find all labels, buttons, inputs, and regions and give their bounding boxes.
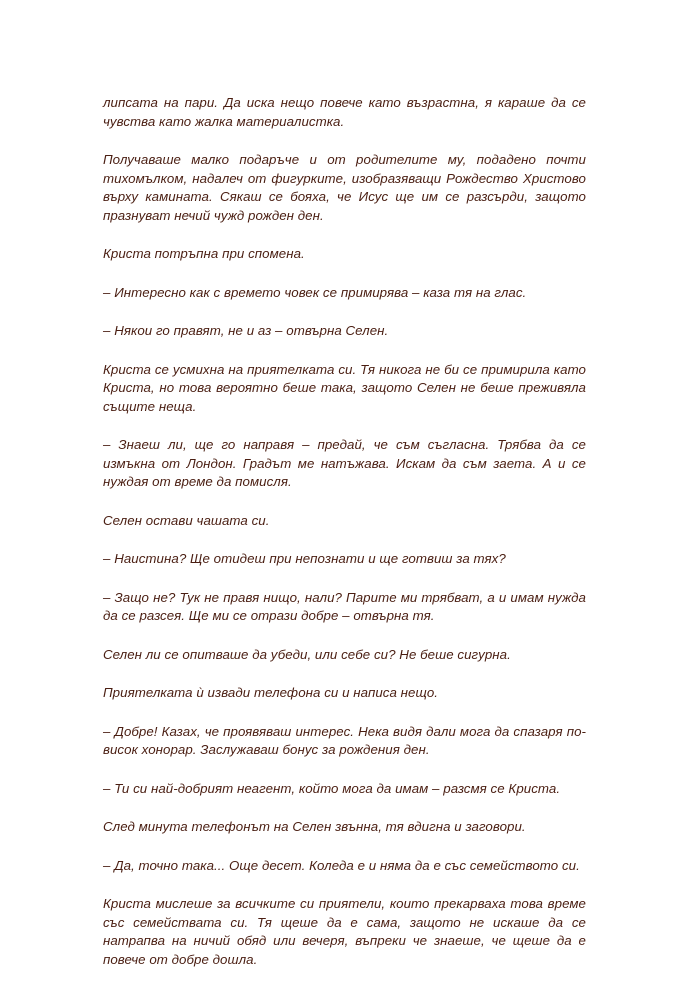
- paragraph: Получаваше малко подаръче и от родителите му, подадено почти тихомълком, надалеч от фигурките, изобразяващи Рождество Христово върху камината. Сякаш се бояха, че Исус ще им се разсърди, защото празнуват нечий чужд рожден ден.: [103, 152, 586, 223]
- paragraph: Селен ли се опитваше да убеди, или себе си? Не беше сигурна.: [103, 646, 511, 662]
- paragraph: – Някои го правят, не и аз – отвърна Селен.: [103, 323, 389, 338]
- paragraph: – Интересно как с времето човек се примирява – каза тя на глас.: [103, 284, 527, 300]
- paragraph: Криста мислеше за всичките си приятели, които прекарваха това време със семействата си. Тя щеше да е сама, защото не искаше да се натрапва на ничий обяд или вечеря, въпреки че знаеше, че щеше да е повече от добре дошла.: [103, 896, 586, 967]
- paragraph: – Добре! Казах, че проявяваш интерес. Нека видя дали мога да спазаря по-висок хонорар. Заслужаваш бонус за рождения ден.: [103, 723, 586, 757]
- paragraph: – Знаеш ли, ще го направя – предай, че съм съгласна. Трябва да се измъкна от Лондон. Градът ме натъжава. Искам да съм заета. А и се нуждая от време да помисля.: [103, 437, 586, 489]
- paragraph: – Да, точно така... Още десет. Коледа е и няма да е със семейството си.: [103, 857, 580, 873]
- paragraph: – Защо не? Тук не правя нищо, нали? Парите ми трябват, а и имам нужда да се разсея. Ще ми се отрази добре – отвърна тя.: [103, 589, 586, 623]
- paragraph: – Наистина? Ще отидеш при непознати и ще готвиш за тях?: [103, 551, 506, 566]
- paragraph: Криста потръпна при спомена.: [103, 246, 305, 261]
- paragraph: Селен остави чашата си.: [103, 512, 270, 528]
- paragraph: Криста се усмихна на приятелката си. Тя никога не би се примирила като Криста, но това вероятно беше така, защото Селен не беше преживяла същите неща.: [103, 361, 586, 414]
- paragraph: Приятелката ѝ извади телефона си и написа нещо.: [103, 685, 439, 700]
- body-text: [103, 94, 586, 989]
- paragraph: След минута телефонът на Селен звънна, тя вдигна и заговори.: [103, 819, 526, 834]
- paragraph: липсата на пари. Да иска нещо повече като възрастна, я караше да се чувства като жалка материалистка.: [103, 95, 586, 129]
- paragraph: – Ти си най-добрият неагент, който мога да имам – разсмя се Криста.: [103, 780, 561, 796]
